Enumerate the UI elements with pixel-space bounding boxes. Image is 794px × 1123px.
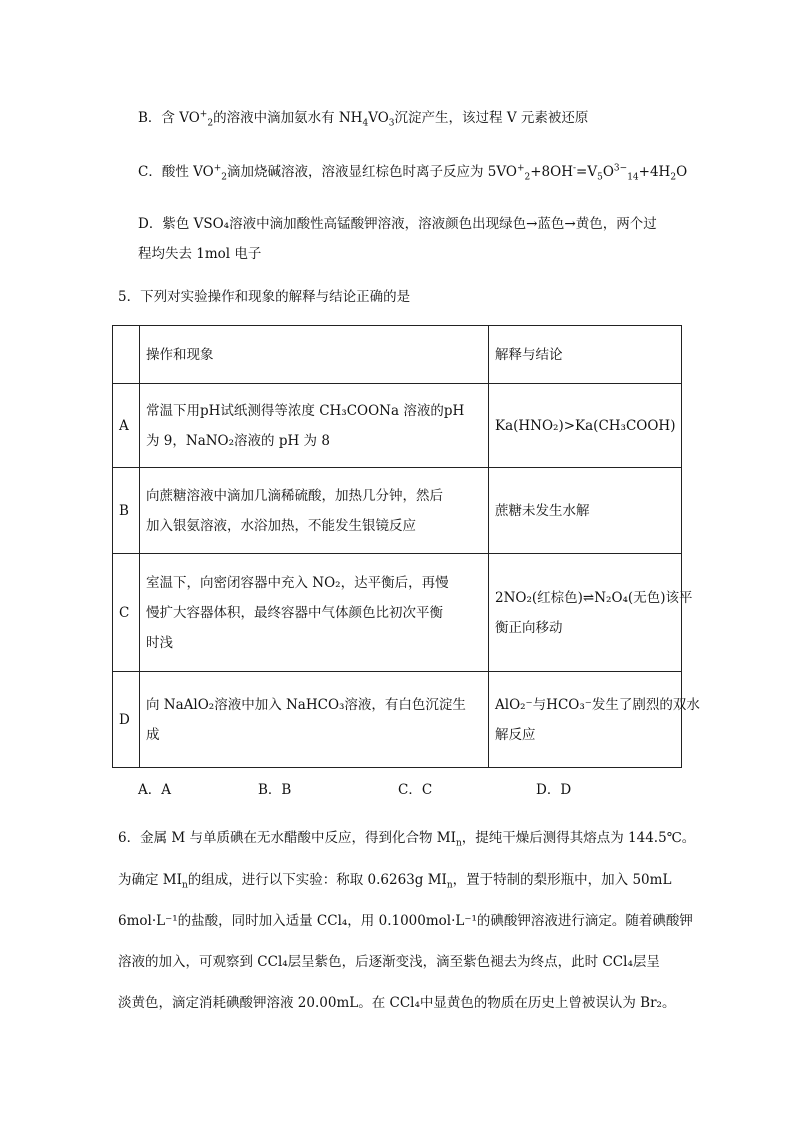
table-row-b [113,468,682,554]
row-label: A [113,384,140,468]
table-row-a [113,384,682,468]
q6-line-4: 溶液的加入，可观察到 CCl₄层呈紫色，后逐渐变浅，滴至紫色褪去为终点，此时 CCl₄层呈 [118,954,660,970]
q4-option-d-cont: 程均失去 1mol 电子 [138,246,262,262]
q6-line-1: 6．金属 M 与单质碘在无水醋酸中反应，得到化合物 $MI_n$，提纯干燥后测得其熔点为 144.5℃。 [118,830,696,849]
row-label: C [113,554,140,672]
header-op: 操作和现象 [140,326,489,384]
row-res: 蔗糖未发生水解 [489,468,682,554]
row-label: B [113,468,140,554]
row-label: D [113,672,140,768]
row-res: 2NO₂(红棕色)⇌N₂O₄(无色)该平 衡正向移动 [489,554,682,672]
q5-stem: 5．下列对实验操作和现象的解释与结论正确的是 [118,289,411,305]
table-row-d [113,672,682,768]
row-res: Ka(HNO₂)>Ka(CH₃COOH) [489,384,682,468]
q6-line-3: 6mol·L⁻¹的盐酸，同时加入适量 CCl₄，用 0.1000mol·L⁻¹的碘酸钾溶液进行滴定。随着碘酸钾 [118,913,693,929]
row-op: 常温下用pH试纸测得等浓度 CH₃COONa 溶液的pH 为 9，NaNO₂溶液的 pH 为 8 [140,384,489,468]
q6-line-2: 为确定 $MI_n$的组成，进行以下实验：称取 0.6263g $MI_n$，置于特制的梨形瓶中，加入 50mL [118,872,672,891]
table-row-c [113,554,682,672]
header-label-cell [113,326,140,384]
header-res: 解释与结论 [489,326,682,384]
table-header-row [113,326,682,384]
q5-choice-d: D．D [536,782,572,798]
q5-choice-a: A．A [138,782,171,798]
q5-choice-c: C．C [398,782,433,798]
row-op: 室温下，向密闭容器中充入 NO₂，达平衡后，再慢 慢扩大容器体积，最终容器中气体颜色比初次平衡 时浅 [140,554,489,672]
q4-option-b: B．含 $VO^+_2$的溶液中滴加氨水有 $NH_4VO_3$沉淀产生，该过程 V 元素被还原 [138,109,589,129]
q4-option-c: C．酸性 $VO^+_2$滴加烧碱溶液，溶液显红棕色时离子反应为 $5VO^+_2+8OH^-=V_5O^{3-}_{14}+4H_2O$ [138,163,688,183]
row-op: 向 NaAlO₂溶液中加入 NaHCO₃溶液，有白色沉淀生 成 [140,672,489,768]
q6-line-5: 淡黄色，滴定消耗碘酸钾溶液 20.00mL。在 CCl₄中显黄色的物质在历史上曾被误认为 Br₂。 [118,995,676,1011]
row-res: AlO₂⁻与HCO₃⁻发生了剧烈的双水 解反应 [489,672,682,768]
q5-choice-b: B．B [258,782,292,798]
row-op: 向蔗糖溶液中滴加几滴稀硫酸，加热几分钟，然后 加入银氨溶液，水浴加热，不能发生银镜反应 [140,468,489,554]
q5-table [112,325,700,768]
q4-option-d: D．紫色 VSO₄溶液中滴加酸性高锰酸钾溶液，溶液颜色出现绿色→蓝色→黄色，两个过 [138,216,657,232]
